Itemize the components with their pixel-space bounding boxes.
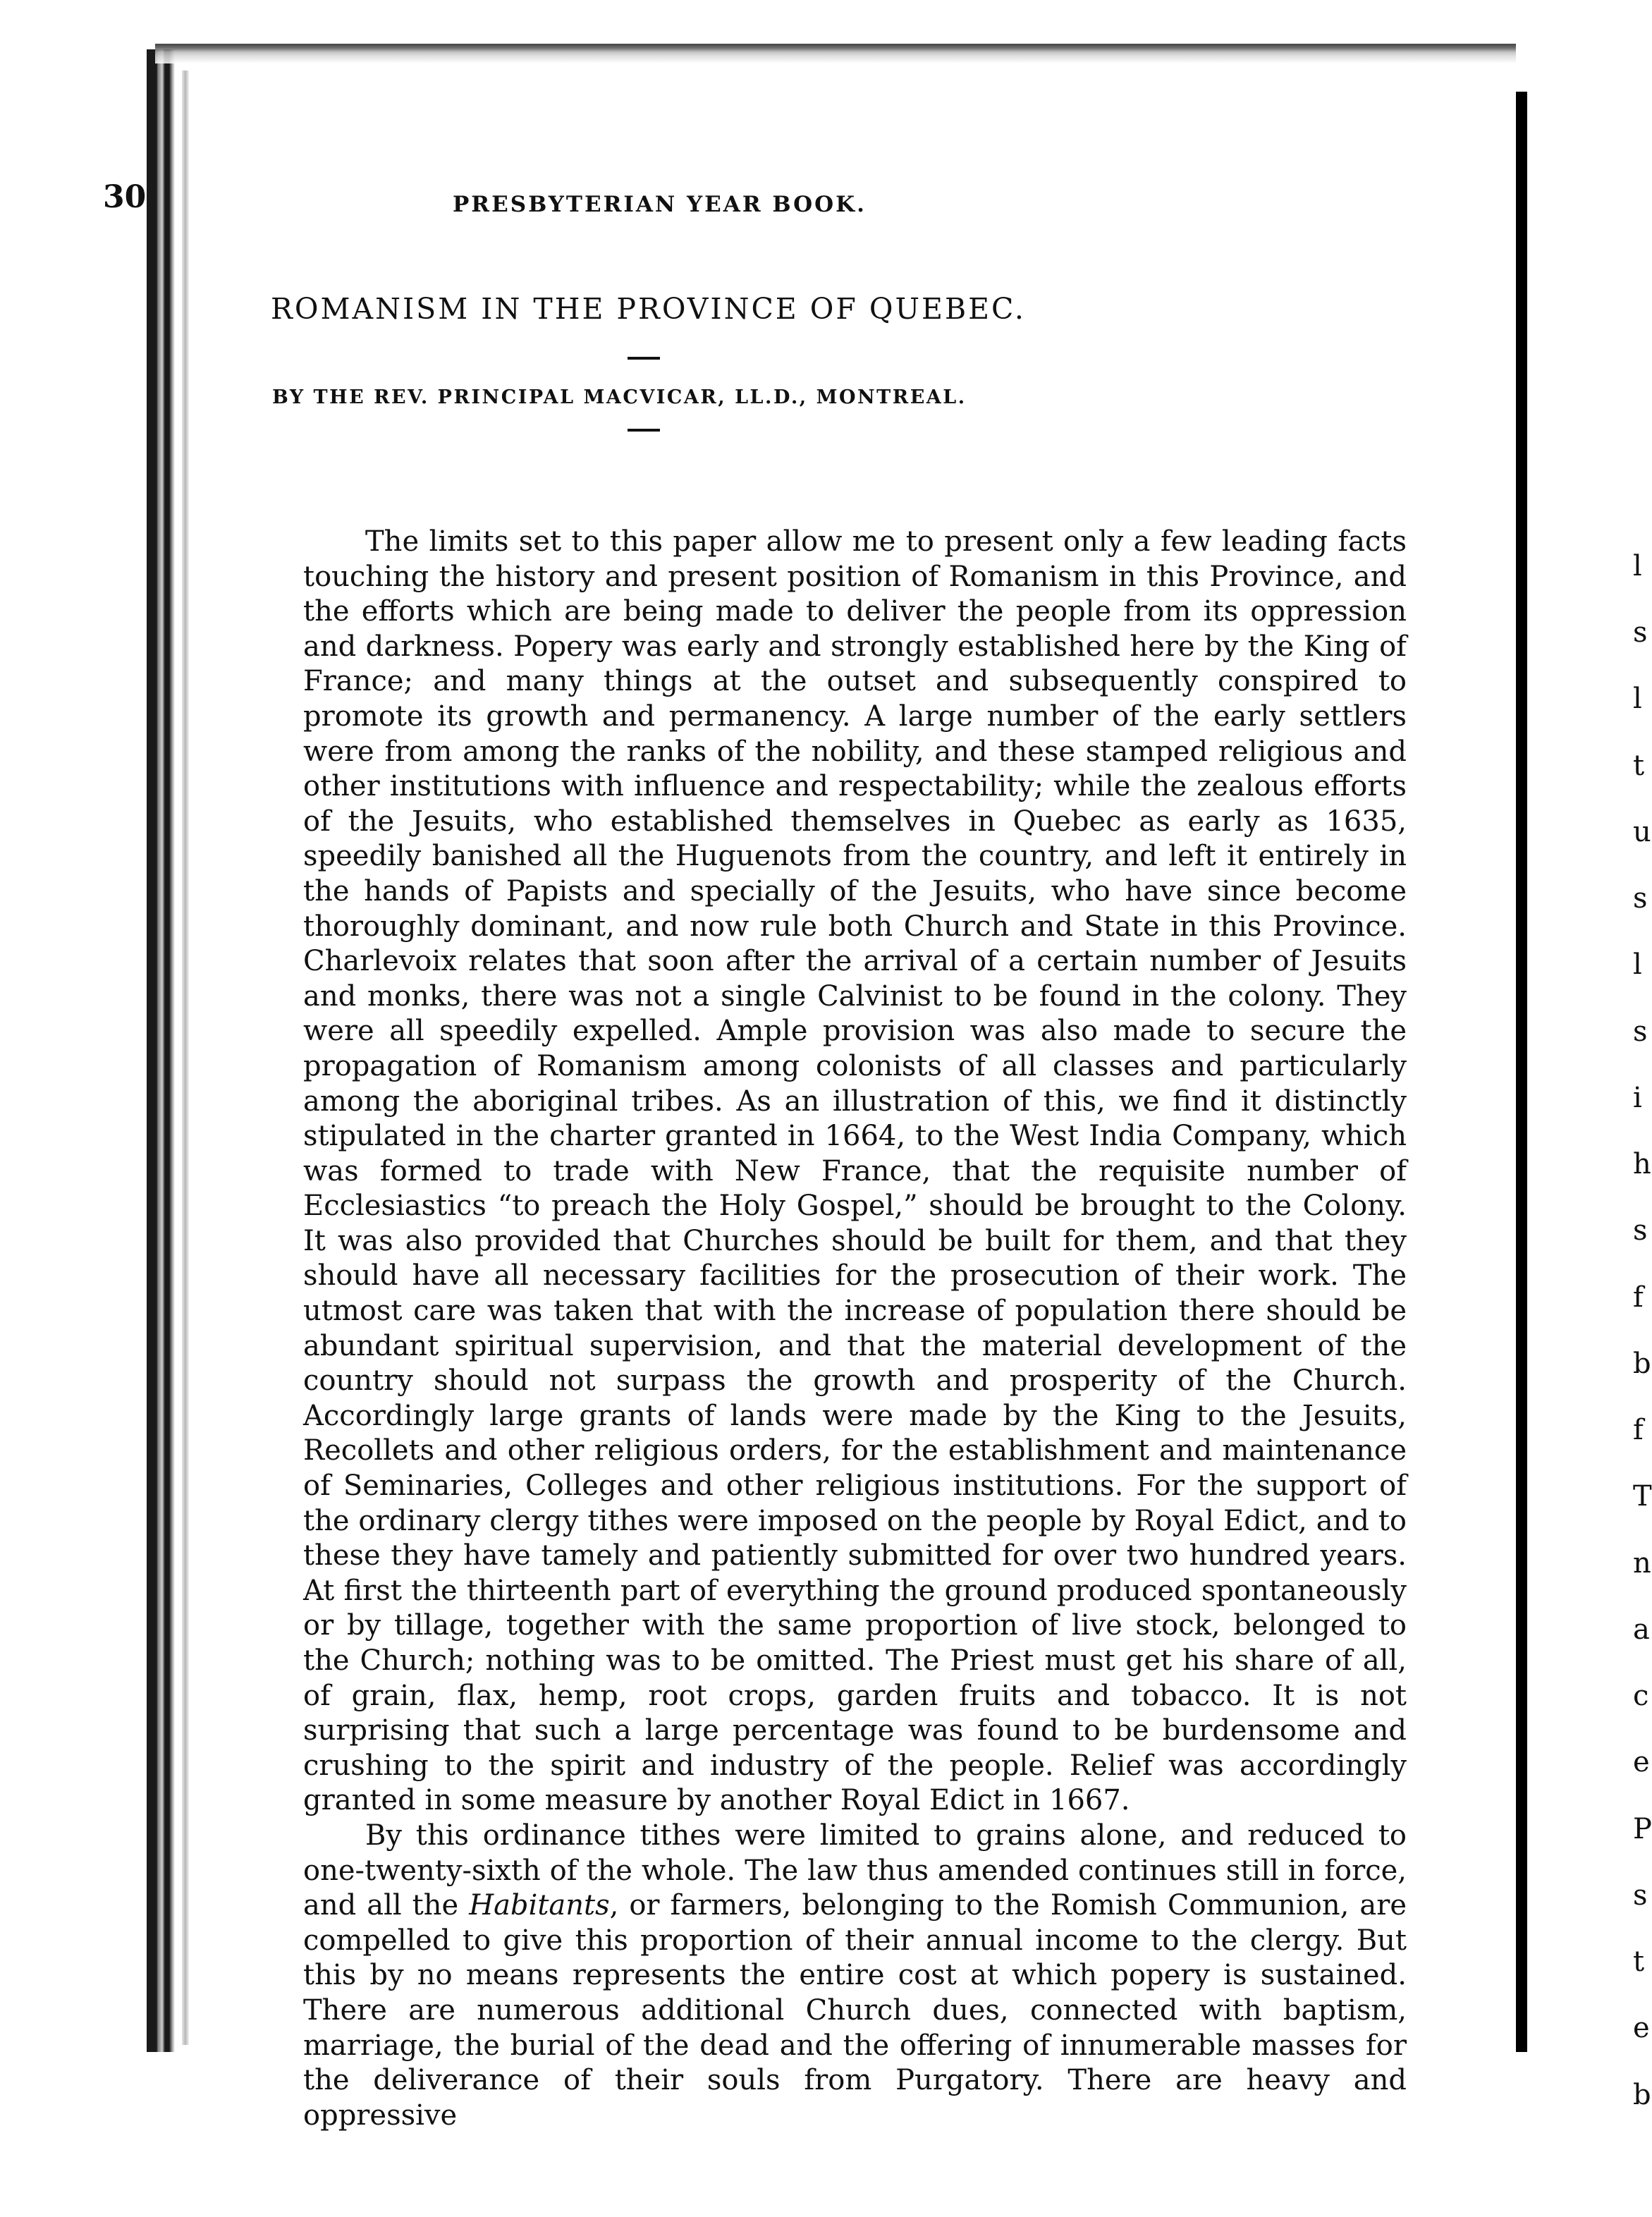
byline-rule [628,429,660,432]
adjacent-page-letter: f [1633,1414,1644,1447]
article-body [303,525,1407,2133]
adjacent-page-letter: l [1633,683,1642,716]
page-top-edge [155,44,1516,63]
adjacent-page-letter: l [1633,948,1642,982]
adjacent-page-letter: e [1633,1746,1650,1779]
adjacent-page-letter: l [1633,550,1642,582]
adjacent-page-letter: b [1633,1347,1651,1380]
adjacent-page-letter: s [1633,616,1648,649]
running-head [103,179,1407,221]
adjacent-page-letter: s [1633,1015,1648,1048]
gutter-shadow [1516,92,1527,2052]
italic-term: Habitants [469,1889,610,1922]
article-byline: BY THE REV. PRINCIPAL MACVICAR, LL.D., MONTREAL. [272,386,967,408]
adjacent-page-letter: s [1633,1879,1648,1912]
book-binding [0,0,212,2217]
running-title: PRESBYTERIAN YEAR BOOK. [453,192,867,217]
adjacent-page-letter: t [1633,749,1645,782]
adjacent-page-letter: s [1633,1214,1648,1247]
paragraph: By this ordinance tithes were limited to grains alone, and reduced to one-twenty-sixth of the whole. The law thus amended continues still in force, and all the Habitants, or farmers, belonging to the Romish Communion, are compelled to give this proportion of their annual income to the clergy. But this by no means represents the entire cost at which popery is sustained. There are numerous additional Church dues, connected with baptism, marriage, the burial of the dead and the offering of innumerable masses for the deliverance of their souls from Purgatory. There are heavy and oppressive [303,1819,1407,2132]
adjacent-page-letter: P [1633,1812,1652,1845]
title-rule [628,357,660,360]
adjacent-page-letter: e [1633,2012,1650,2045]
adjacent-page [1527,0,1652,2217]
page-number: 30 [103,179,147,215]
adjacent-page-letter: i [1633,1081,1642,1114]
spine-edge [147,49,175,2052]
adjacent-page-letter: f [1633,1281,1644,1314]
adjacent-page-letter: t [1633,1946,1645,1979]
adjacent-page-letter: c [1633,1680,1649,1713]
paragraph: The limits set to this paper allow me to present only a few leading facts touching the history and present position of Romanism in this Province, and the efforts which are being made to deliver the people from its oppression and darkness. Popery was early and strongly established here by the King of France; and many things at the outset and subsequently conspired to promote its growth and permanency. A large number of the early settlers were from among the ranks of the nobility, and these stamped religious and other institutions with influence and respectability; while the zealous efforts of the Jesuits, who established themselves in Quebec as early as 1635, speedily banished all the Huguenots from the country, and left it entirely in the hands of Papists and specially of the Jesuits, who have since become thoroughly dominant, and now rule both Church and State in this Province. Charlevoix relates that soon after the arrival of a certain number of Jesuits and monks, there was not a single Calvinist to be found in the colony. They were all speedily expelled. Ample provision was also made to secure the propagation of Romanism among colonists of all classes and particularly among the aboriginal tribes. As an illustration of this, we find it distinctly stipulated in the charter granted in 1664, to the West India Company, which was formed to trade with New France, that the requisite number of Ecclesiastics “to preach the Holy Gospel,” should be brought to the Colony. It was also provided that Churches should be built for them, and that they should have all necessary facilities for the prosecution of their work. The utmost care was taken that with the increase of population there should be abundant spiritual supervision, and that the material development of the country should not surpass the growth and prosperity of the Church. Accordingly large grants of lands were made by the King to the Jesuits, Recollets and other religious orders, for the establishment and maintenance of Seminaries, Colleges and other religious institutions. For the support of the ordinary clergy tithes were imposed on the people by Royal Edict, and to these they have tamely and patiently submitted for over two hundred years. At first the thirteenth part of everything the ground produced spontaneously or by tillage, together with the same proportion of live stock, belonged to the Church; nothing was to be omitted. The Priest must get his share of all, of grain, flax, hemp, root crops, garden fruits and tobacco. It is not surprising that such a large percentage was found to be burdensome and crushing to the spirit and industry of the people. Relief was accordingly granted in some measure by another Royal Edict in 1667. [303,525,1407,1817]
adjacent-page-letter: n [1633,1546,1651,1580]
adjacent-page-letter: a [1633,1613,1650,1646]
adjacent-page-letter: b [1633,2078,1651,2111]
spine-shadow [182,71,189,2045]
adjacent-page-letter: h [1633,1148,1651,1181]
adjacent-page-letter: u [1633,815,1651,848]
adjacent-page-letter: s [1633,882,1648,915]
adjacent-page-letter: T [1633,1480,1652,1513]
article-title: ROMANISM IN THE PROVINCE OF QUEBEC. [271,292,1026,326]
